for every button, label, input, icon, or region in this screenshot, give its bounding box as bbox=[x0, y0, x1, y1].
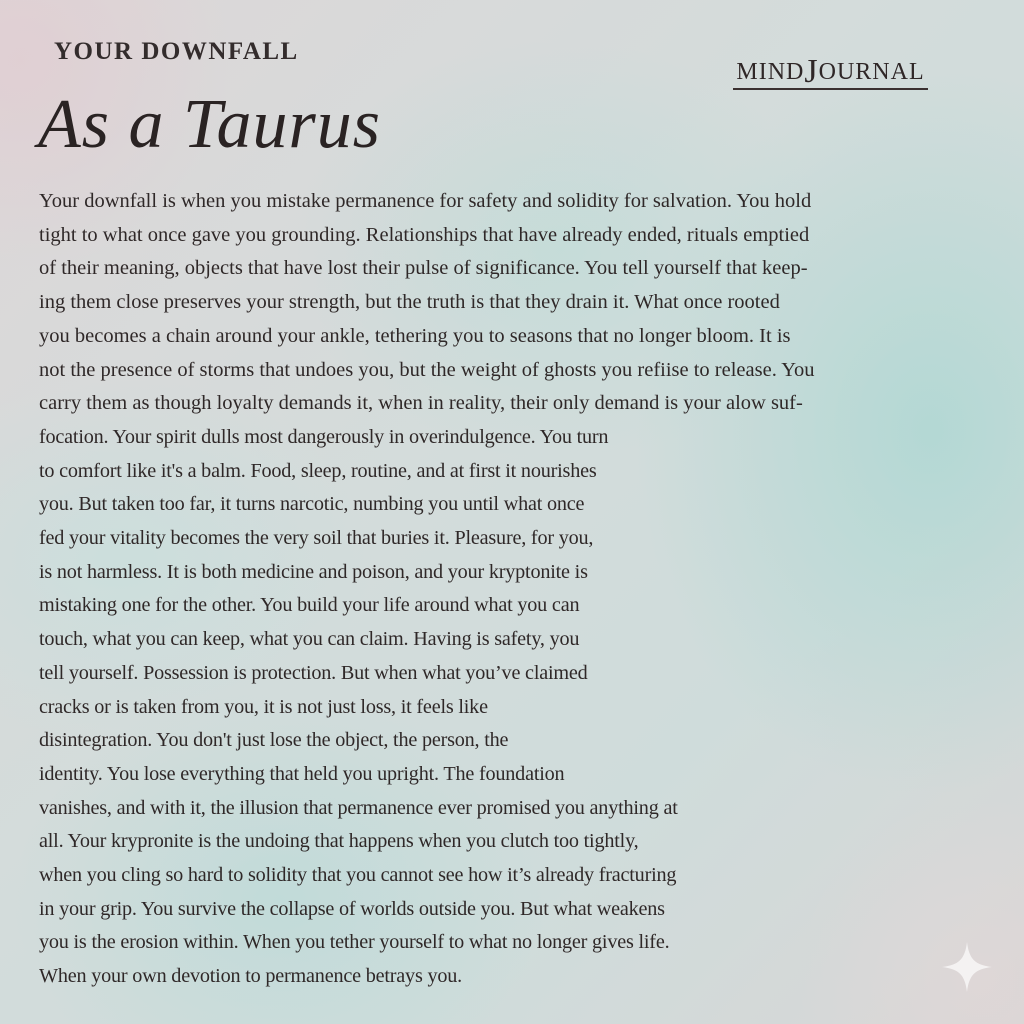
brand-text-ournal: OURNAL bbox=[818, 59, 925, 85]
body-line: mistaking one for the other. You build your life around what you can bbox=[39, 594, 580, 617]
body-line: vanishes, and with it, the illusion that permanence ever promised you anything at bbox=[39, 796, 678, 819]
page-title: As a Taurus bbox=[38, 86, 381, 163]
body-line: not the presence of storms that undoes you, but the weight of ghosts you refiise to release. You bbox=[39, 358, 815, 381]
body-line: in your grip. You survive the collapse of worlds outside you. But what weakens bbox=[39, 897, 665, 920]
body-line: is not harmless. It is both medicine and poison, and your kryptonite is bbox=[39, 560, 588, 583]
body-line: cracks or is taken from you, it is not just loss, it feels like bbox=[39, 695, 488, 718]
body-line: tell yourself. Possession is protection. But when what you’ve claimed bbox=[39, 661, 588, 684]
body-line: When your own devotion to permanence betrays you. bbox=[39, 965, 462, 988]
body-line: you becomes a chain around your ankle, tethering you to seasons that no longer bloom. It is bbox=[39, 324, 791, 347]
body-line: all. Your krypronite is the undoing that happens when you clutch too tightly, bbox=[39, 830, 639, 853]
body-line: touch, what you can keep, what you can claim. Having is safety, you bbox=[39, 628, 580, 651]
body-line: Your downfall is when you mistake permanence for safety and solidity for salvation. You hold bbox=[39, 190, 812, 212]
brand-text-mind: MIND bbox=[736, 59, 805, 85]
body-line: identity. You lose everything that held you upright. The foundation bbox=[39, 762, 565, 785]
eyebrow-heading: YOUR DOWNFALL bbox=[54, 38, 299, 65]
body-line: of their meaning, objects that have lost their pulse of significance. You tell yourself that keep- bbox=[39, 257, 808, 280]
body-line: carry them as though loyalty demands it, when in reality, their only demand is your alow suf- bbox=[39, 392, 803, 415]
sparkle-icon bbox=[942, 942, 992, 992]
body-line: focation. Your spirit dulls most dangerously in overindulgence. You turn bbox=[39, 425, 609, 448]
body-line: to comfort like it's a balm. Food, sleep, routine, and at first it nourishes bbox=[39, 459, 597, 482]
brand-text-j: J bbox=[804, 53, 819, 90]
body-line: disintegration. You don't just lose the object, the person, the bbox=[39, 729, 509, 752]
body-line: tight to what once gave you grounding. Relationships that have already ended, rituals emptied bbox=[39, 223, 810, 246]
body-line: you is the erosion within. When you tether yourself to what no longer gives life. bbox=[39, 931, 670, 954]
brand-logo bbox=[733, 53, 928, 90]
body-line: fed your vitality becomes the very soil that buries it. Pleasure, for you, bbox=[39, 527, 594, 550]
body-line: when you cling so hard to solidity that you cannot see how it’s already fracturing bbox=[39, 864, 677, 887]
body-text bbox=[39, 185, 939, 994]
body-line: ing them close preserves your strength, but the truth is that they drain it. What once rooted bbox=[39, 291, 780, 314]
body-line: you. But taken too far, it turns narcotic, numbing you until what once bbox=[39, 493, 585, 516]
